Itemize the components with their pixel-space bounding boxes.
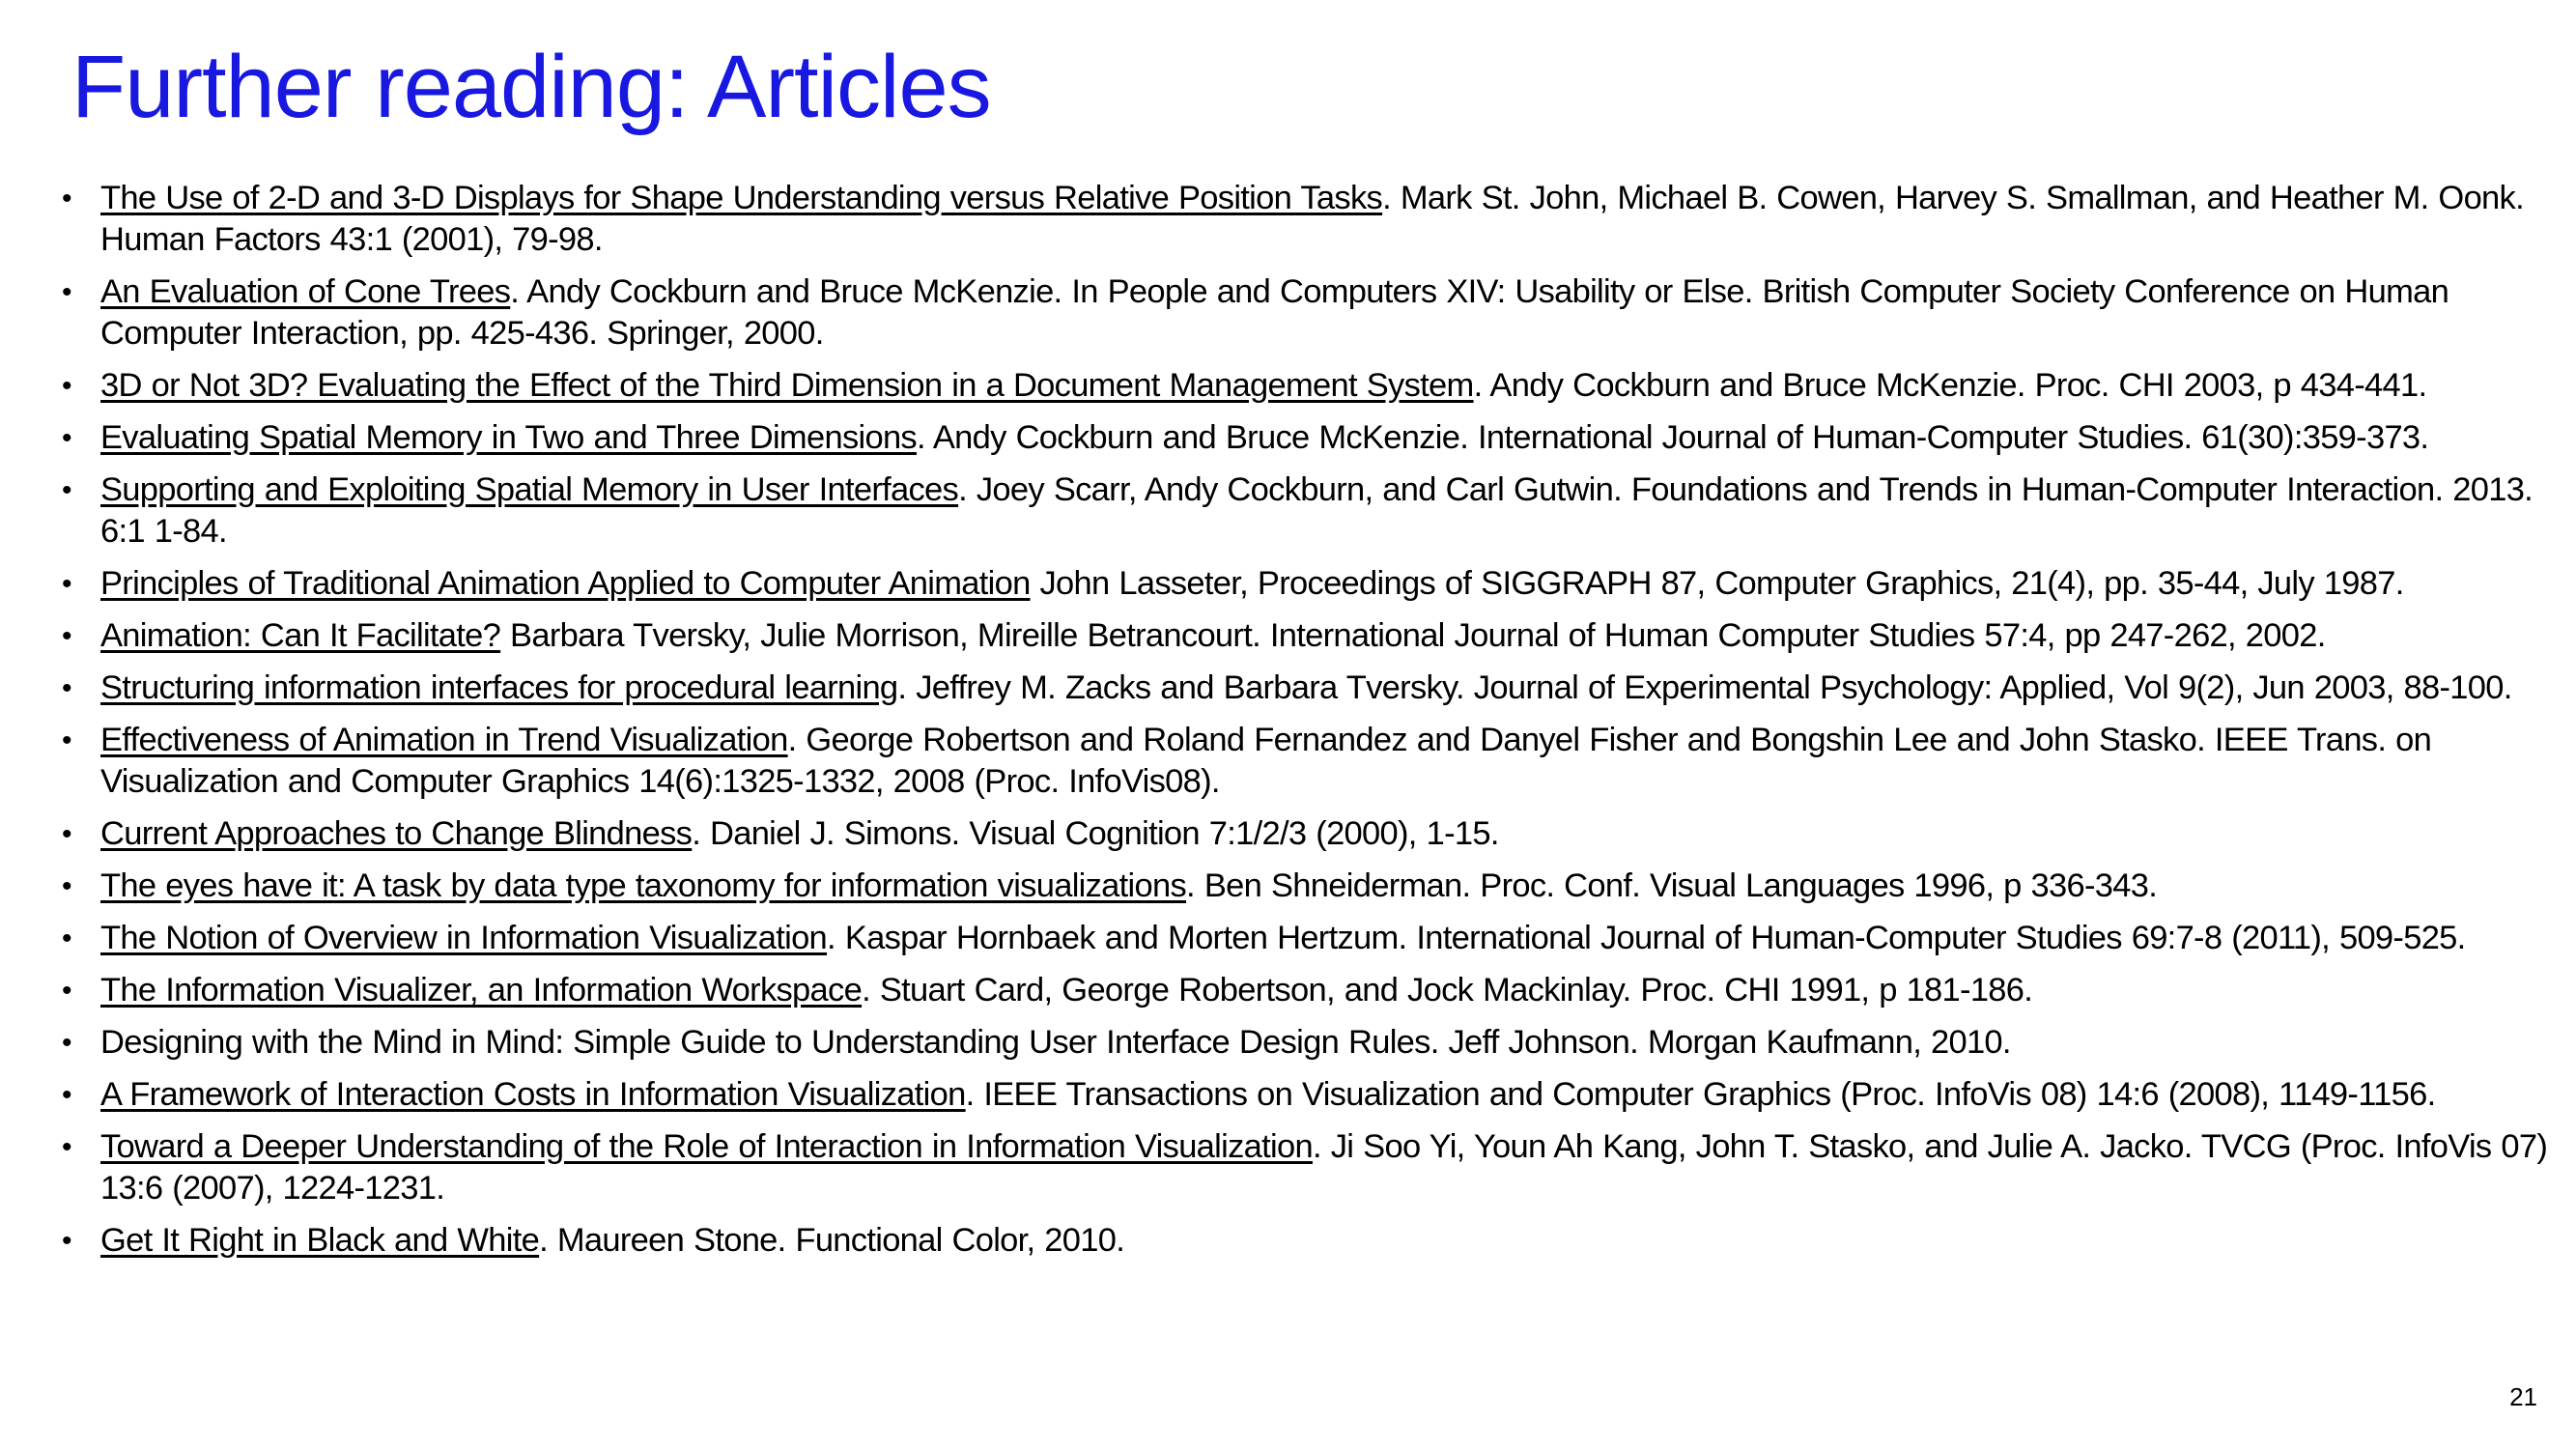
page-number: 21 [2509,1382,2537,1411]
bullet-icon: • [62,370,71,402]
reference-citation: . Daniel J. Simons. Visual Cognition 7:1/2/3 (2000), 1-15. [692,815,1499,852]
reference-link[interactable]: The eyes have it: A task by data type taxonomy for information visualizations [100,867,1187,904]
bullet-icon: • [62,818,71,850]
reference-link[interactable]: A Framework of Interaction Costs in Information Visualization [100,1076,966,1113]
reference-link[interactable]: Supporting and Exploiting Spatial Memory in User Interfaces [100,471,959,508]
reference-link[interactable]: The Use of 2-D and 3-D Displays for Shape Understanding versus Relative Position Tasks [100,180,1383,216]
reference-item [62,1126,2571,1209]
reference-citation: . Andy Cockburn and Bruce McKenzie. Proc. CHI 2003, p 434-441. [1473,367,2427,404]
reference-citation: . IEEE Transactions on Visualization and Computer Graphics (Proc. InfoVis 08) 14:6 (2008), 1149-1156. [965,1076,2436,1113]
bullet-icon: • [62,1027,71,1059]
reference-item [62,469,2571,553]
bullet-icon: • [62,724,71,756]
bullet-icon: • [62,923,71,954]
reference-link[interactable]: Current Approaches to Change Blindness [100,815,693,852]
reference-citation: . Mark St. John, Michael B. Cowen, Harvey S. Smallman, and Heather M. Oonk. Human Factors 43:1 (2001), 79-98. [100,180,2524,258]
reference-item [62,918,2571,959]
reference-link[interactable]: The Notion of Overview in Information Visualization [100,920,828,956]
bullet-icon: • [62,276,71,308]
reference-item [62,1220,2571,1262]
bullet-icon: • [62,568,71,600]
reference-citation: . Andy Cockburn and Bruce McKenzie. In People and Computers XIV: Usability or Else. British Computer Society Conference on Human Computer Interaction, pp. 425-436. Springer, 2000. [100,273,2449,352]
reference-item [62,178,2571,261]
reference-item [62,813,2571,855]
reference-item [62,615,2571,657]
reference-link[interactable]: Structuring information interfaces for procedural learning [100,669,898,706]
reference-link[interactable]: Evaluating Spatial Memory in Two and Three Dimensions [100,419,917,456]
reference-citation: . Stuart Card, George Robertson, and Jock Mackinlay. Proc. CHI 1991, p 181-186. [862,972,2033,1009]
reference-citation: Barbara Tversky, Julie Morrison, Mireille Betrancourt. International Journal of Human Computer Studies 57:4, pp 247-262, 2002. [500,617,2326,654]
reference-citation: Designing with the Mind in Mind: Simple Guide to Understanding User Interface Design Rules. Jeff Johnson. Morgan Kaufmann, 2010. [100,1024,2011,1061]
reference-link[interactable]: Principles of Traditional Animation Applied to Computer Animation [100,565,1031,602]
reference-link[interactable]: An Evaluation of Cone Trees [100,273,511,310]
reference-item [62,271,2571,355]
reference-link[interactable]: The Information Visualizer, an Information Workspace [100,972,863,1009]
reference-citation: . Jeffrey M. Zacks and Barbara Tversky. Journal of Experimental Psychology: Applied, Vol 9(2), Jun 2003, 88-100. [897,669,2512,706]
bullet-icon: • [62,1225,71,1257]
reference-citation: . Ji Soo Yi, Youn Ah Kang, John T. Stasko, and Julie A. Jacko. TVCG (Proc. InfoVis 07) 13:6 (2007), 1224-1231. [100,1128,2548,1207]
bullet-icon: • [62,183,71,214]
bullet-icon: • [62,1131,71,1163]
reference-citation: . Maureen Stone. Functional Color, 2010. [539,1222,1125,1259]
slide-title: Further reading: Articles [71,38,991,136]
bullet-icon: • [62,975,71,1007]
reference-link[interactable]: Animation: Can It Facilitate? [100,617,501,654]
reference-link[interactable]: Effectiveness of Animation in Trend Visualization [100,722,788,758]
reference-citation: John Lasseter, Proceedings of SIGGRAPH 87, Computer Graphics, 21(4), pp. 35-44, July 1987. [1030,565,2404,602]
reference-item [62,866,2571,907]
reference-item [62,563,2571,605]
bullet-icon: • [62,620,71,652]
reference-link[interactable]: Get It Right in Black and White [100,1222,540,1259]
reference-citation: . Joey Scarr, Andy Cockburn, and Carl Gutwin. Foundations and Trends in Human-Computer Interaction. 2013. 6:1 1-84. [100,471,2534,550]
reference-item [62,668,2571,709]
reference-item [62,970,2571,1011]
reference-link[interactable]: 3D or Not 3D? Evaluating the Effect of the Third Dimension in a Document Management System [100,367,1474,404]
bullet-icon: • [62,474,71,506]
bullet-icon: • [62,1079,71,1111]
reference-item [62,1022,2571,1064]
reference-list [62,178,2571,1272]
reference-citation: . Ben Shneiderman. Proc. Conf. Visual Languages 1996, p 336-343. [1186,867,2158,904]
bullet-icon: • [62,672,71,704]
reference-citation: . George Robertson and Roland Fernandez and Danyel Fisher and Bongshin Lee and John Stasko. IEEE Trans. on Visualization and Computer Graphics 14(6):1325-1332, 2008 (Proc. InfoVis08). [100,722,2432,800]
reference-item [62,365,2571,407]
reference-link[interactable]: Toward a Deeper Understanding of the Role of Interaction in Information Visualization [100,1128,1313,1165]
reference-citation: . Kaspar Hornbaek and Morten Hertzum. International Journal of Human-Computer Studies 69:7-8 (2011), 509-525. [827,920,2466,956]
reference-item [62,417,2571,459]
bullet-icon: • [62,422,71,454]
reference-item [62,720,2571,803]
reference-item [62,1074,2571,1116]
bullet-icon: • [62,870,71,902]
reference-citation: . Andy Cockburn and Bruce McKenzie. International Journal of Human-Computer Studies. 61(30):359-373. [916,419,2429,456]
